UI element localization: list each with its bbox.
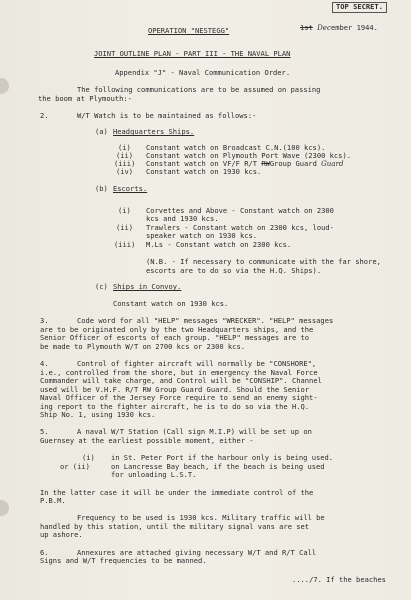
para4-line: used will be V.H.F. R/T RW Group Guard Guard. Should the Senior [40, 385, 310, 394]
document-date [300, 24, 378, 33]
classification-stamp: TOP SECRET. [332, 2, 387, 13]
para4-number: 4. [40, 359, 49, 368]
para4-line: Commander will take charge, and Control will be "CONSHIP". Channel [40, 376, 322, 385]
list-item-text: M.Ls - Constant watch on 2300 kcs. [146, 240, 292, 249]
para6-line: Annexures are attached giving necessary W/T and R/T Call [77, 548, 317, 557]
date-rest: ember 1944. [330, 23, 378, 32]
item-text: Constant watch on VF/F R/T [146, 159, 258, 168]
para2c-text: Constant watch on 1930 kcs. [113, 299, 229, 308]
list-item-number: (i) [118, 143, 131, 152]
para3-line: be made to Plymouth W/T on 2700 kcs or 2300 kcs. [40, 342, 245, 351]
list-item-number: (iv) [116, 167, 134, 176]
para4-line: Naval Officer of the Jersey Force require to send an enemy sight- [40, 393, 318, 402]
list-item-text: Constant watch on Plymouth Port Wave (2300 kcs). [146, 151, 351, 160]
para3-number: 3. [40, 316, 49, 325]
para6-number: 6. [40, 548, 49, 557]
date-handwritten: Dec [317, 23, 331, 32]
list-item-number: (ii) [116, 151, 134, 160]
punch-hole [0, 78, 9, 94]
para4-line: Ship No. 1, using 1930 kcs. [40, 410, 156, 419]
plan-subtitle: JOINT OUTLINE PLAN - PART III - THE NAVAL PLAN [94, 49, 291, 58]
list-item-text: speaker watch on 1930 kcs. [146, 231, 258, 240]
list-item-number: (iii) [114, 240, 136, 249]
para5-freq: Frequency to be used is 1930 kcs. Military traffic will be [77, 513, 325, 522]
para5-freq: handled by this station, until the military signal vans are set [40, 522, 310, 531]
para2-number: 2. [40, 111, 49, 120]
para1-line: the boom at Plymouth:- [38, 94, 132, 103]
struck-text: RW [261, 159, 270, 168]
continuation-footer: ..../7. If the beaches [292, 575, 386, 584]
date-struck: 1st [300, 23, 313, 32]
para2a-label: (a) [95, 127, 108, 136]
escort-note: escorts are to do so via the H.Q. Ships). [146, 266, 322, 275]
list-item-text: Constant watch on 1930 kcs. [146, 167, 262, 176]
para5-number: 5. [40, 427, 49, 436]
list-item-text: kcs and 1930 kcs. [146, 214, 219, 223]
list-item-text: Trawlers - Constant watch on 2300 kcs, loud- [146, 223, 334, 232]
punch-hole [0, 500, 9, 516]
option-number: (i) [82, 453, 95, 462]
para5-freq: up ashore. [40, 530, 83, 539]
operation-title: OPERATION "NESTEGG" [148, 26, 230, 35]
para4-line: ing report to the fighter aircraft, he is to do so via the H.Q. [40, 402, 310, 411]
item-tail: Group Guard [269, 159, 317, 168]
para5-line: Guernsey at the earliest possible moment, either - [40, 436, 254, 445]
list-item-number: (i) [118, 206, 131, 215]
option-text: in St. Peter Port if the harbour only is being used. [111, 453, 334, 462]
para2c-label: (c) [95, 282, 108, 291]
handwritten-correction: Guard [321, 159, 344, 168]
para2-text: W/T Watch is to be maintained as follows:- [77, 111, 257, 120]
list-item-text: Constant watch on Broadcast C.N.(100 kcs). [146, 143, 326, 152]
appendix-title: Appendix "J" - Naval Communication Order. [115, 68, 291, 77]
para1-line: The following communications are to be assumed on passing [77, 85, 321, 94]
para3-line: Senior Officer of escorts of each group. "HELP" messages are to [40, 333, 310, 342]
list-item-number: (iii) [114, 159, 136, 168]
para5-after: P.B.M. [40, 496, 66, 505]
para3-line: Code word for all "HELP" messages "WRECKER". "HELP" messages [77, 316, 334, 325]
para2a-heading: Headquarters Ships. [113, 127, 195, 136]
para4-line: Control of fighter aircraft will normally be "CONSHORE", [77, 359, 317, 368]
option-number: or (ii) [60, 462, 90, 471]
para2c-heading: Ships in Convoy. [113, 282, 182, 291]
para2b-heading: Escorts. [113, 184, 148, 193]
list-item-number: (ii) [116, 223, 134, 232]
para5-line: A naval W/T Station (Call sign M.I.P) will be set up on [77, 427, 312, 436]
list-item-text: Corvettes and Above - Constant watch on 2300 [146, 206, 334, 215]
para5-after: In the latter case it will be under the immediate control of the [40, 488, 314, 497]
para6-line: Signs and W/T frequencies to be manned. [40, 556, 207, 565]
para2b-label: (b) [95, 184, 108, 193]
option-text: for unloading L.S.T. [111, 470, 197, 479]
para3-line: are to be originated only by the two Headquarters ships, and the [40, 325, 314, 334]
option-text: on Lancresse Bay beach, if the beach is being used [111, 462, 325, 471]
escort-note: (N.B. - If necessary to communicate with the far shore, [146, 257, 381, 266]
para4-line: i.e., controlled from the shore, but in emergency the Naval Force [40, 368, 318, 377]
